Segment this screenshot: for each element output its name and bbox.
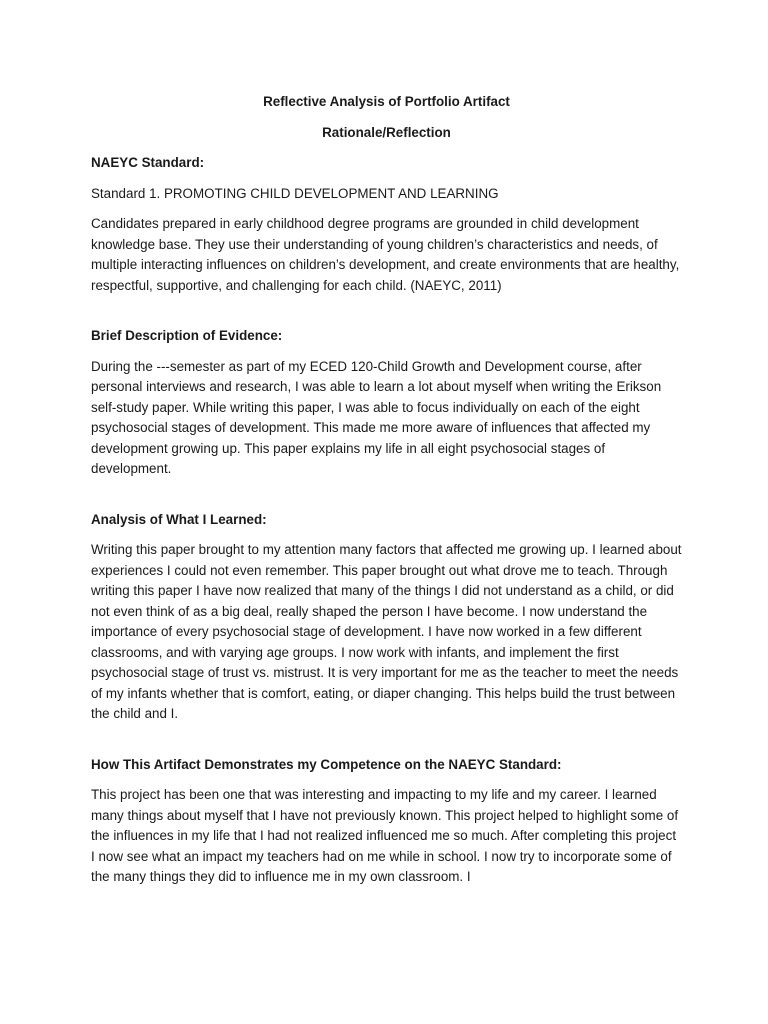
document-subtitle: Rationale/Reflection [322,124,451,140]
standard-name: Standard 1. PROMOTING CHILD DEVELOPMENT AND LEARNING [91,185,499,201]
analysis-heading: Analysis of What I Learned: [91,511,267,527]
spacer [91,735,682,755]
evidence-heading: Brief Description of Evidence: [91,328,283,343]
spacer [91,490,682,510]
competence-heading: How This Artifact Demonstrates my Competence on the NAEYC Standard: [91,756,562,772]
document-title: Reflective Analysis of Portfolio Artifact [263,94,510,109]
competence-text: This project has been one that was interesting and impacting to my life and my career. I learned many things about myself that I have not previously known. This project helped to highlight some of the influences in my life that I had not realized influenced me so much. After completing this project I now see what an impact my teachers had on me while in school. I now try to incorporate some of the many things they did to influence me in my own classroom. I [91,787,679,884]
analysis-text: Writing this paper brought to my attention many factors that affected me growing up. I learned about experiences I could not even remember. This paper brought out what drove me to teach. Through writing this paper I have now realized that many of the things I did not understand as a child, or did not even think of as a big deal, really shaped the person I have become. I now understand the importance of every psychosocial stage of development. I have now worked in a few different classrooms, and with varying age groups. I now work with infants, and implement the first psychosocial stage of trust vs. mistrust. It is very important for me as the teacher to meet the needs of my infants whether that is comfort, eating, or diaper changing. This helps build the trust between the child and I. [91,542,682,721]
spacer [91,306,682,326]
evidence-text: During the ---semester as part of my ECED 120-Child Growth and Development course, after personal interviews and research, I was able to learn a lot about myself when writing the Erikson self-study paper. While writing this paper, I was able to focus individually on each of the eight psychosocial stages of development. This made me more aware of influences that affected my development growing up. This paper explains my life in all eight psychosocial stages of development. [91,358,662,476]
standard-heading: NAEYC Standard: [91,155,205,170]
standard-text: Candidates prepared in early childhood degree programs are grounded in child development knowledge base. They use their understanding of young children’s characteristics and needs, of multiple interacting influences on children’s development, and create environments that are healthy, respectful, supportive, and challenging for each child. (NAEYC, 2011) [91,216,680,293]
